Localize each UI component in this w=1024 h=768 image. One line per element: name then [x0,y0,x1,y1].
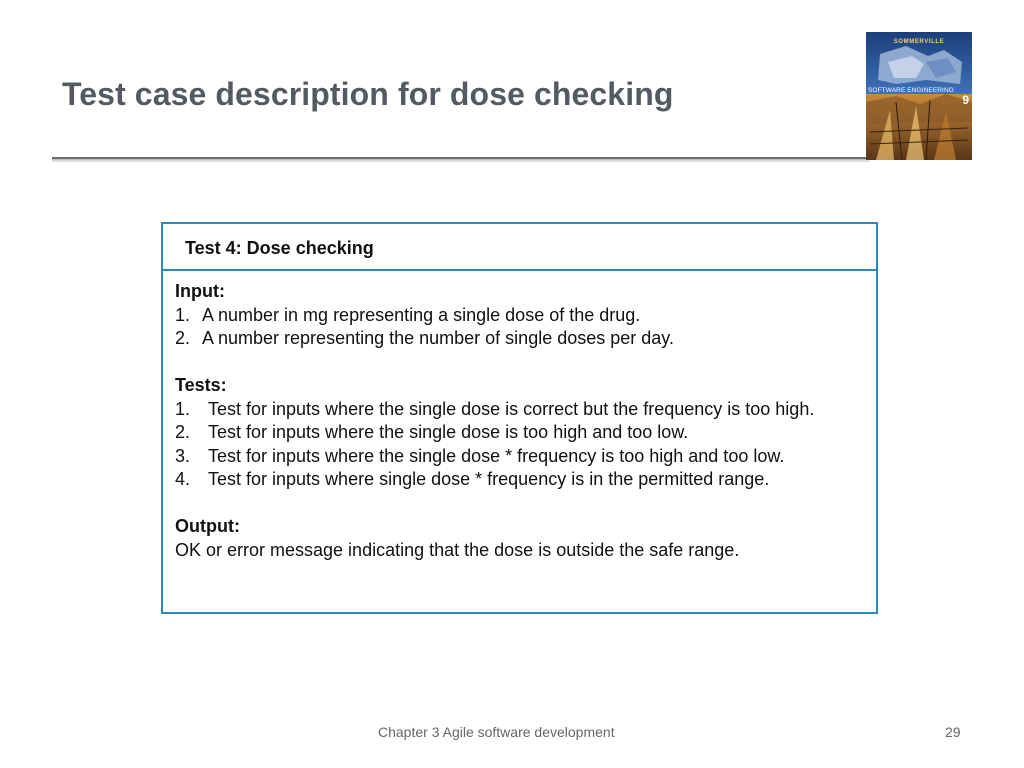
book-cover-artwork [866,32,972,160]
tests-item-text: Test for inputs where single dose * frequency is in the permitted range. [208,469,770,489]
test-body [163,271,876,562]
tests-item [175,468,864,492]
page-number: 29 [945,724,961,740]
input-item [175,304,864,328]
input-label: Input: [175,281,225,301]
input-item [175,327,864,351]
cover-author: SOMMERVILLE [893,39,945,45]
input-item-text: A number in mg representing a single dose of the drug. [202,304,641,325]
input-item-number: 2. [175,328,191,348]
tests-item-number: 1. [175,398,191,419]
slide-title: Test case description for dose checking [62,76,674,112]
input-item-text: A number representing the number of single doses per day. [202,328,674,348]
cover-title: SOFTWARE ENGINEERING [868,87,954,94]
test-header [163,224,876,271]
tests-item-number: 2. [175,422,191,442]
test-case-box [161,222,878,614]
output-text: OK or error message indicating that the dose is outside the safe range. [175,539,740,560]
tests-item [175,398,864,422]
tests-item-text: Test for inputs where the single dose is too high and too low. [208,422,689,442]
title-divider-shadow [52,160,870,162]
footer-chapter: Chapter 3 Agile software development [378,724,615,740]
tests-item [175,421,864,445]
tests-item-number: 3. [175,445,191,466]
test-header-title: Test 4: Dose checking [185,238,374,258]
output-label: Output: [175,516,240,536]
cover-edition: 9 [962,93,969,107]
tests-item-text: Test for inputs where the single dose is correct but the frequency is too high. [208,398,815,419]
input-item-number: 1. [175,304,191,325]
tests-item-text: Test for inputs where the single dose * frequency is too high and too low. [208,445,785,466]
tests-item-number: 4. [175,469,191,489]
tests-label: Tests: [175,375,227,395]
book-cover-image [866,32,972,160]
tests-item [175,445,864,469]
